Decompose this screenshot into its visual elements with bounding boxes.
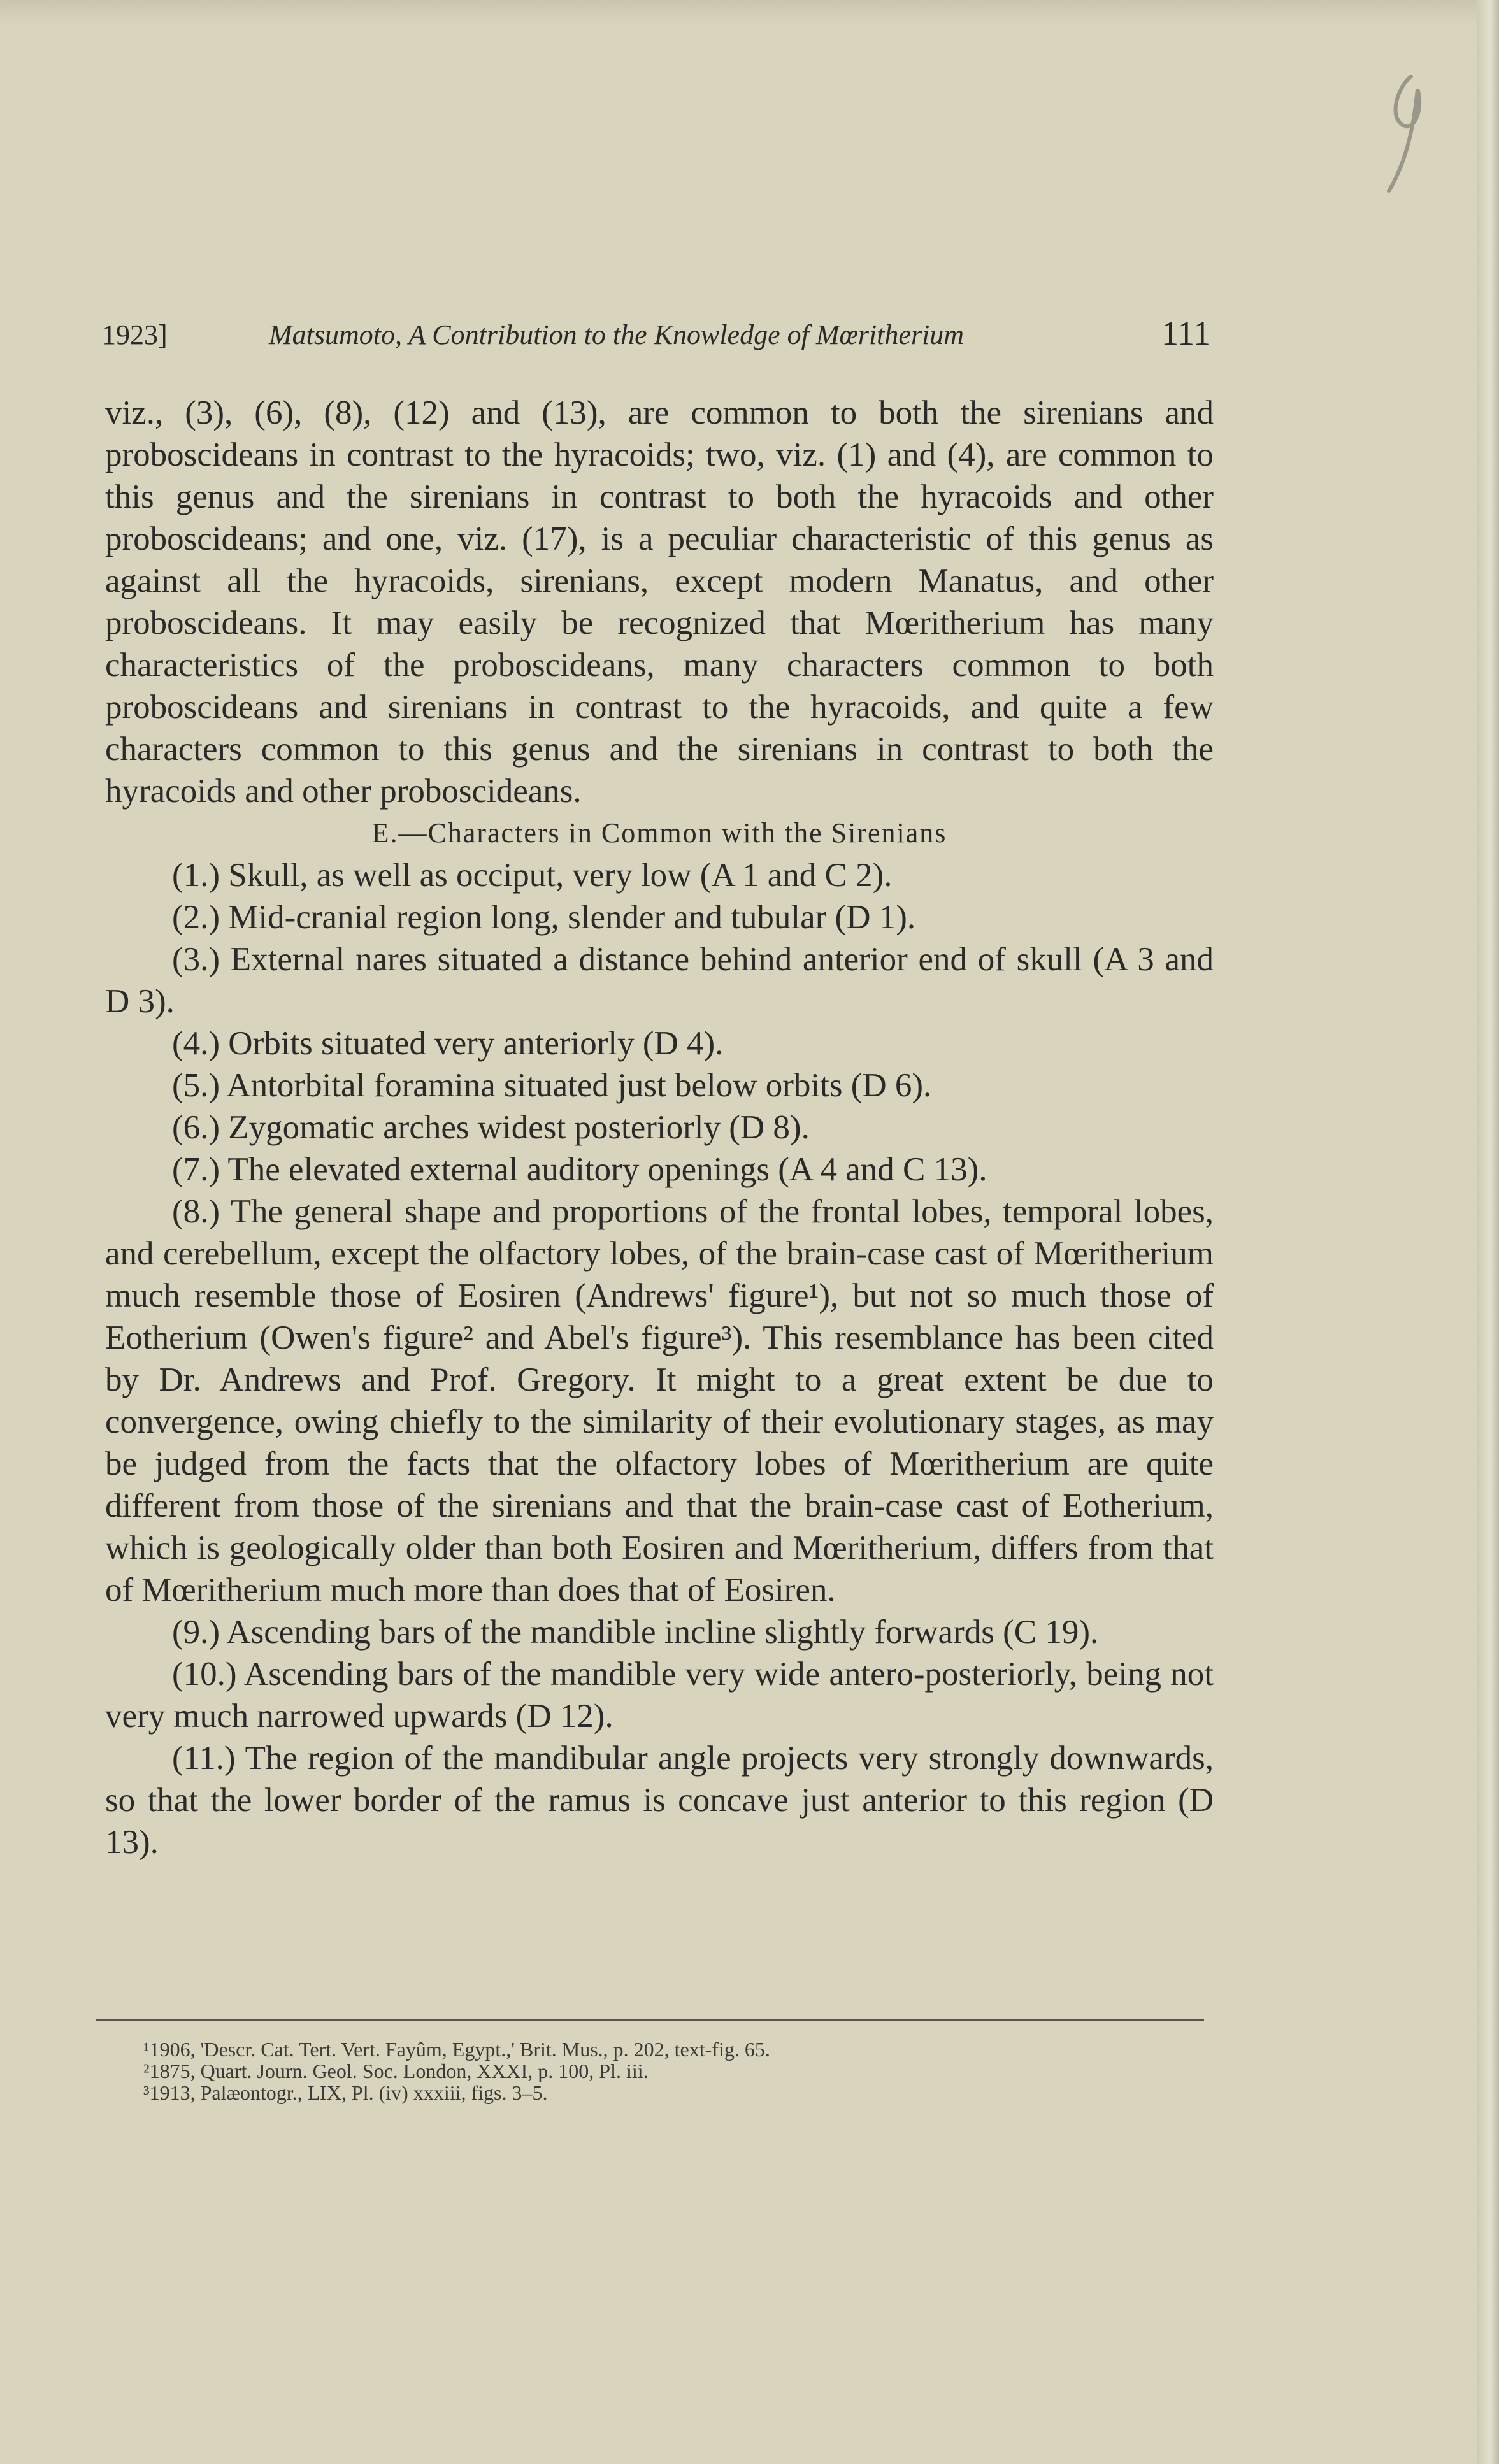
footnote: ²1875, Quart. Journ. Geol. Soc. London, XXXI, p. 100, Pl. iii. xyxy=(143,2059,649,2082)
list-item: (1.) Skull, as well as occiput, very low (A 1 and C 2). xyxy=(172,857,893,894)
handwritten-page-mark xyxy=(1363,64,1440,210)
list-item: (10.) Ascending bars of the mandible very wide antero-posteriorly, being not very much narrowed upwards (D 12). xyxy=(105,1656,1214,1735)
footnote-rule xyxy=(96,2019,1204,2021)
list-item: (8.) The general shape and proportions of the frontal lobes, temporal lobes, and cerebellum, except the olfactory lobes, of the brain-case cast of Mœritherium much resemble those of Eosiren (Andrews' figure¹), but not so much those of Eotherium (Owen's figure² and Abel's figure³). This resemblance has been cited by Dr. Andrews and Prof. Gregory. It might to a great extent be due to convergence, owing chiefly to the similarity of their evolutionary stages, as may be judged from the facts that the olfactory lobes of Mœritherium are quite different from those of the sirenians and that the brain-case cast of Eotherium, which is geologically older than both Eosiren and Mœritherium, differs from that of Mœritherium much more than does that of Eosiren. xyxy=(105,1193,1214,1608)
footnote: ¹1906, 'Descr. Cat. Tert. Vert. Fayûm, Egypt.,' Brit. Mus., p. 202, text-fig. 65. xyxy=(143,2038,770,2061)
list-item: (9.) Ascending bars of the mandible incline slightly forwards (C 19). xyxy=(172,1614,1099,1651)
list-item: (3.) External nares situated a distance behind anterior end of skull (A 3 and D 3). xyxy=(105,941,1214,1020)
header-title: Matsumoto, A Contribution to the Knowledge of Mœritherium xyxy=(269,319,965,350)
list-item: (5.) Antorbital foramina situated just below orbits (D 6). xyxy=(172,1067,932,1104)
page-right-edge xyxy=(1477,0,1499,2464)
paragraph: viz., (3), (6), (8), (12) and (13), are common to both the sirenians and proboscideans in contrast to the hyracoids; two, viz. (1) and (4), are common to this genus and the sirenians in contrast to both the hyracoids and other proboscideans; and one, viz. (17), is a peculiar characteristic of this genus as against all the hyracoids, sirenians, except modern Manatus, and other proboscideans. It may easily be recognized that Mœritherium has many characteristics of the proboscideans, many characters common to both proboscideans and sirenians in contrast to the hyracoids, and quite a few characters common to this genus and the sirenians in contrast to both the hyracoids and other proboscideans. xyxy=(105,394,1214,810)
list-item: (7.) The elevated external auditory openings (A 4 and C 13). xyxy=(172,1151,987,1188)
running-header xyxy=(102,312,1210,357)
page-top-edge xyxy=(0,0,1484,25)
list-item: (11.) The region of the mandibular angle projects very strongly downwards, so that the lower border of the ramus is concave just anterior to this region (D 13). xyxy=(105,1740,1214,1861)
section-title: E.—Characters in Common with the Sirenians xyxy=(371,817,947,849)
footnotes xyxy=(143,2038,770,2103)
list-item: (4.) Orbits situated very anteriorly (D 4). xyxy=(172,1025,724,1062)
body-text xyxy=(105,392,1214,1863)
list-item: (2.) Mid-cranial region long, slender and tubular (D 1). xyxy=(172,899,916,936)
list-item: (6.) Zygomatic arches widest posteriorly (D 8). xyxy=(172,1109,810,1146)
page-number: 111 xyxy=(1161,314,1210,352)
header-year: 1923] xyxy=(102,319,168,350)
footnote: ³1913, Palæontogr., LIX, Pl. (iv) xxxiii, figs. 3–5. xyxy=(143,2081,548,2104)
